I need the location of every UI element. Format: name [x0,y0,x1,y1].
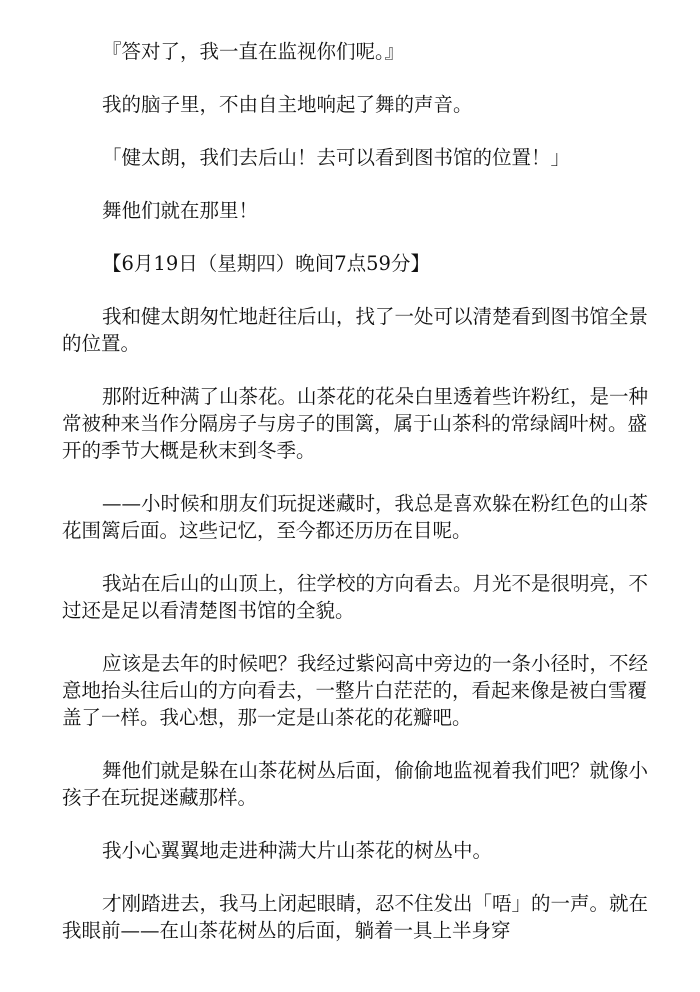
paragraph: 那附近种满了山茶花。山茶花的花朵白里透着些许粉红，是一种常被种来当作分隔房子与房子的围篱，属于山茶科的常绿阔叶树。盛开的季节大概是秋末到冬季。 [62,385,649,462]
paragraph: 应该是去年的时候吧？我经过紫闷高中旁边的一条小径时，不经意地抬头往后山的方向看去，一整片白茫茫的，看起来像是被白雪覆盖了一样。我心想，那一定是山茶花的花瓣吧。 [62,652,649,729]
document-page [62,38,650,970]
scene-timestamp-heading: 【6月19日（星期四）晚间7点59分】 [102,252,430,275]
paragraph: 「健太朗，我们去后山！去可以看到图书馆的位置！」 [102,146,571,169]
paragraph: 我和健太朗匆忙地赶往后山，找了一处可以清楚看到图书馆全景的位置。 [62,305,649,355]
paragraph: 『答对了，我一直在监视你们呢。』 [102,40,405,63]
paragraph: 我小心翼翼地走进种满大片山茶花的树丛中。 [102,839,493,862]
paragraph: 我站在后山的山顶上，往学校的方向看去。月光不是很明亮，不过还是足以看清楚图书馆的全貌。 [62,572,649,622]
paragraph: 舞他们就是躲在山茶花树丛后面，偷偷地监视着我们吧？就像小孩子在玩捉迷藏那样。 [62,759,649,809]
paragraph: 我的脑子里，不由自主地响起了舞的声音。 [102,93,473,116]
paragraph: 才刚踏进去，我马上闭起眼睛，忍不住发出「唔」的一声。就在我眼前——在山茶花树丛的后面，躺着一具上半身穿 [62,892,649,942]
paragraph: ——小时候和朋友们玩捉迷藏时，我总是喜欢躲在粉红色的山茶花围篱后面。这些记忆，至今都还历历在目呢。 [62,492,649,542]
paragraph: 舞他们就在那里！ [102,199,259,222]
